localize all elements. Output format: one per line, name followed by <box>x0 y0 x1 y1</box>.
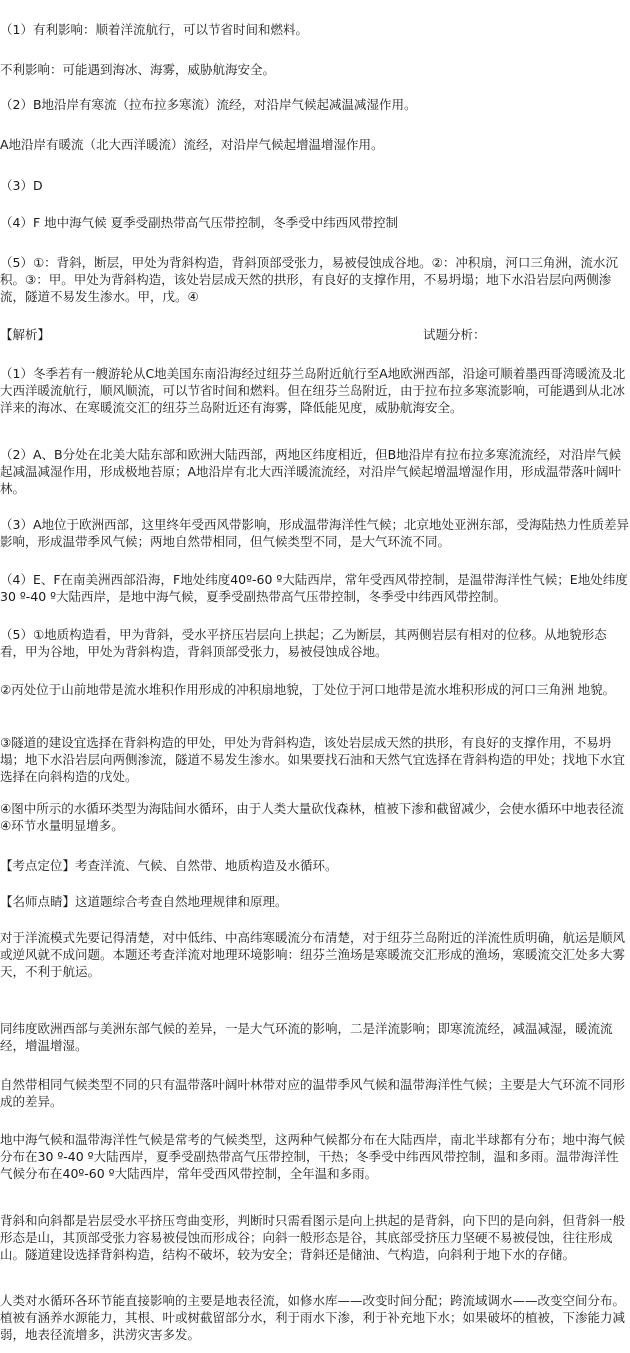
analysis-8: ④图中所示的水循环类型为海陆间水循环，由于人类大量砍伐森林，植被下渗和截留减少，会使水循环中地表径流④环节水量明显增多。 <box>0 801 624 833</box>
tip-5: 背斜和向斜都是岩层受水平挤压弯曲变形，判断时只需看图示是向上拱起的是背斜，向下凹的是向斜，但背斜一般形态是山，其顶部受张力容易被侵蚀而形成谷；向斜一般形态是谷，其底部受挤压力坚硬不易被侵蚀，往往形成山。隧道建设选择背斜构造，结构不破坏，较为安全；背斜还是储油、气构造，向斜利于地下水的存储。 <box>0 1213 626 1262</box>
analysis-5: （5）①地质构造看，甲为背斜，受水平挤压岩层向上拱起；乙为断层，其两侧岩层有相对的位移。从地貌形态看，甲为谷地，甲处为背斜构造，背斜顶部受张力，易被侵蚀成谷地。 <box>0 627 607 659</box>
answer-5: （5）①：背斜，断层，甲处为背斜构造，背斜顶部受张力，易被侵蚀成谷地。②：冲积扇，河口三角洲，流水沉积。③：甲。甲处为背斜构造，该处岩层成天然的拱形，有良好的支撑作用，不易坍塌；地下水沿岩层向两侧渗流，隧道不易发生渗水。甲，戊。④ <box>0 255 618 304</box>
tip-1: 对于洋流模式先要记得清楚，对中低纬、中高纬寒暖流分布清楚，对于纽芬兰岛附近的洋流性质明确，航运是顺风或逆风就不成问题。本题还考查洋流对地理环境影响：纽芬兰渔场是寒暖流交汇形成的渔场，寒暖流交汇处多大雾天，不利于航运。 <box>0 930 626 979</box>
tip-3: 自然带相同气候类型不同的只有温带落叶阔叶林带对应的温带季风气候和温带海洋性气候；主要是大气环流不同形成的差异。 <box>0 1077 626 1109</box>
tip-6: 人类对水循环各环节能直接影响的主要是地表径流，如修水库——改变时间分配；跨流域调水——改变空间分布。植被有涵养水源能力，其根、叶或树截留部分水，利于雨水下渗，利于补充地下水；如果破坏的植被，下渗能力减弱，地表径流增多，洪涝灾害多发。 <box>0 1293 626 1342</box>
answer-1: （1）有利影响：顺着洋流航行，可以节省时间和燃料。 <box>0 22 308 37</box>
mingshi-heading: 【名师点睛】这道题综合考查自然地理规律和原理。 <box>0 894 288 909</box>
answer-3: （3）D <box>0 178 43 193</box>
analysis-6: ②丙处位于山前地带是流水堆积作用形成的冲积扇地貌，丁处位于河口地带是流水堆积形成的河口三角洲 地貌。 <box>0 682 616 697</box>
analysis-2: （2）A、B分处在北美大陆东部和欧洲大陆西部，两地区纬度相近，但B地沿岸有拉布拉多寒流流经，对沿岸气候起减温减湿作用，形成极地苔原；A地沿岸有北大西洋暖流流经，对沿岸气候起增温增湿作用，形成温带落叶阔叶林。 <box>0 447 622 496</box>
analysis-subtitle: 试题分析： <box>423 327 486 342</box>
analysis-1: （1）冬季若有一艘游轮从C地美国东南沿海经过纽芬兰岛附近航行至A地欧洲西部，沿途可顺着墨西哥湾暖流及北大西洋暖流航行，顺风顺流，可以节省时间和燃料。但在纽芬兰岛附近，由于拉布拉多寒流影响，可能遇到从北冰洋来的海冰、在寒暖流交汇的纽芬兰岛附近还有海雾，降低能见度，威胁航海安全。 <box>0 366 626 415</box>
answer-2-a: A地沿岸有暖流（北大西洋暖流）流经，对沿岸气候起增温增湿作用。 <box>0 137 384 152</box>
answer-2-b: （2）B地沿岸有寒流（拉布拉多寒流）流经，对沿岸气候起减温减湿作用。 <box>0 97 417 112</box>
tip-2: 同纬度欧洲西部与美洲东部气候的差异，一是大气环流的影响，二是洋流影响；即寒流流经，减温减湿，暖流流经，增温增湿。 <box>0 1021 613 1053</box>
analysis-4: （4）E、F在南美洲西部沿海，F地处纬度40º-60 º大陆西岸，常年受西风带控制，是温带海洋性气候；E地处纬度30 º-40 º大陆西岸，是地中海气候，夏季受副热带高气压带控制，冬季受中纬西风带控制。 <box>0 572 628 604</box>
analysis-3: （3）A地位于欧洲西部，这里终年受西风带影响，形成温带海洋性气候；北京地处亚洲东部，受海陆热力性质差异影响，形成温带季风气候；两地自然带相同，但气候类型不同，是大气环流不同。 <box>0 517 630 549</box>
tip-4: 地中海气候和温带海洋性气候是常考的气候类型，这两种气候都分布在大陆西岸，南北半球都有分布；地中海气候分布在30 º-40 º大陆西岸，夏季受副热带高气压带控制，干热；冬季受中纬西风带控制，温和多雨。温带海洋性气候分布在40º-60 º大陆西岸，常年受西风带控制，全年温和多雨。 <box>0 1132 626 1181</box>
analysis-7: ③隧道的建设宜选择在背斜构造的甲处，甲处为背斜构造，该处岩层成天然的拱形，有良好的支撑作用，不易坍塌；地下水沿岩层向两侧渗流，隧道不易发生渗水。如果要找石油和天然气宜选择在背斜构造的甲处；找地下水宜选择在向斜构造的戊处。 <box>0 735 626 784</box>
answer-1-unfavorable: 不利影响：可能遇到海冰、海雾，威胁航海安全。 <box>0 62 276 77</box>
answer-4: （4）F 地中海气候 夏季受副热带高气压带控制，冬季受中纬西风带控制 <box>0 215 399 230</box>
analysis-label: 【解析】 <box>0 327 51 342</box>
kaodian-heading: 【考点定位】考查洋流、气候、自然带、地质构造及水循环。 <box>0 858 338 873</box>
